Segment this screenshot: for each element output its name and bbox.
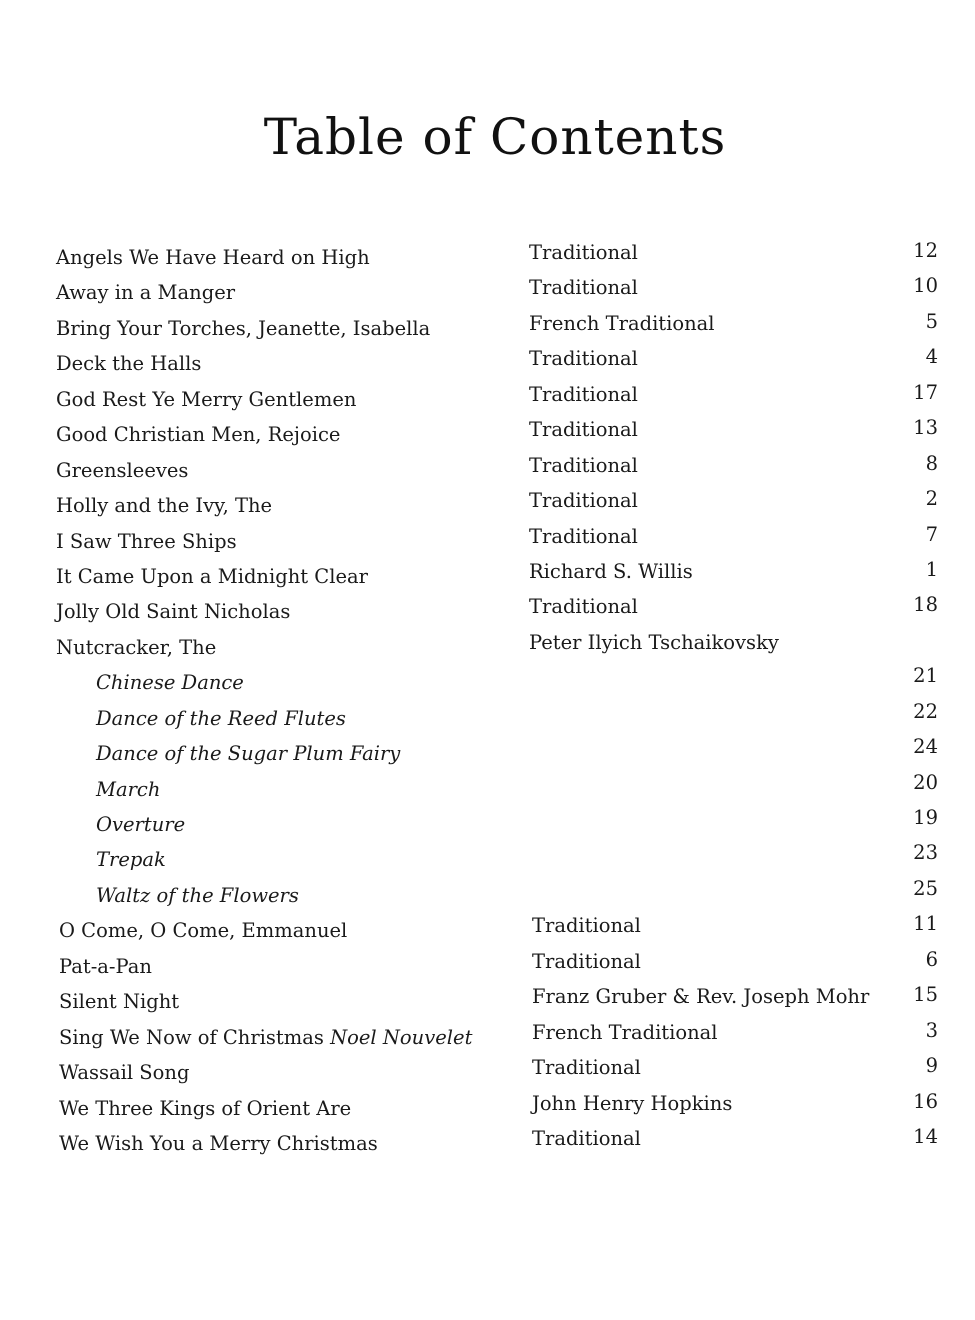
entry-page-number: 5 [925,309,938,333]
entry-page-number: 21 [913,664,938,688]
toc-entry [0,555,975,590]
toc-subentry [0,874,975,909]
toc-subentry [0,697,975,732]
entry-composer: Traditional [532,914,641,938]
entry-title: It Came Upon a Midnight Clear [56,564,368,588]
entry-title: Good Christian Men, Rejoice [56,423,341,447]
toc-entry [0,980,975,1015]
entry-composer: Traditional [529,418,638,442]
toc-entry [0,520,975,555]
entry-page-number: 10 [913,274,938,298]
entry-page-number: 18 [913,593,938,617]
entry-title: Dance of the Reed Flutes [96,706,346,730]
toc-subentry [0,838,975,873]
entry-page-number: 4 [925,345,938,369]
entry-page-number: 24 [913,735,938,759]
toc-entry [0,484,975,519]
entry-page-number: 6 [925,947,938,971]
entry-page-number: 12 [913,239,938,262]
entry-title: Trepak [96,848,166,872]
entry-title: Bring Your Torches, Jeanette, Isabella [56,316,431,340]
toc-entry [0,342,975,377]
entry-composer: Traditional [529,241,638,264]
entry-title: Deck the Halls [56,352,202,376]
entry-composer: French Traditional [532,1020,718,1044]
entry-title: Silent Night [59,990,180,1014]
table-of-contents-list [0,236,975,1157]
entry-page-number: 25 [913,876,938,900]
entry-composer: Peter Ilyich Tschaikovsky [529,630,779,654]
entry-composer: Traditional [529,276,638,300]
entry-composer: Traditional [529,347,638,371]
page-title: Table of Contents [263,108,727,166]
entry-title: Dance of the Sugar Plum Fairy [96,742,401,766]
toc-entry [0,307,975,342]
entry-title: God Rest Ye Merry Gentlemen [56,387,357,411]
toc-entry [0,1122,975,1157]
entry-title-italic: Noel Nouvelet [330,1025,473,1049]
entry-page-number: 17 [913,380,938,404]
toc-entry [0,449,975,484]
entry-page-number: 3 [925,1018,938,1042]
entry-composer: Traditional [529,453,638,477]
entry-title: Sing We Now of Christmas Noel Nouvelet [59,1025,473,1049]
entry-page-number: 16 [913,1089,938,1113]
entry-page-number: 7 [925,522,938,546]
entry-page-number: 20 [913,770,938,794]
entry-page-number: 8 [925,451,938,475]
entry-title: O Come, O Come, Emmanuel [59,919,348,943]
entry-composer: French Traditional [529,311,715,335]
entry-title: Holly and the Ivy, The [56,494,273,518]
entry-title: We Three Kings of Orient Are [59,1096,352,1120]
entry-page-number: 11 [913,912,938,936]
toc-entry [0,1087,975,1122]
entry-title: March [96,777,161,801]
entry-page-number: 15 [913,983,938,1007]
entry-composer: Traditional [529,524,638,548]
entry-composer: Traditional [532,1056,641,1080]
entry-title: Pat-a-Pan [59,954,152,978]
toc-entry [0,1051,975,1086]
entry-title: We Wish You a Merry Christmas [59,1131,378,1155]
entry-title: Nutcracker, The [56,635,217,659]
entry-page-number: 14 [913,1124,938,1148]
toc-entry [0,1016,975,1051]
entry-composer: Traditional [529,382,638,406]
entry-composer: Richard S. Willis [529,559,693,583]
toc-entry [0,378,975,413]
toc-entry [0,590,975,625]
entry-title: Away in a Manger [56,281,236,305]
toc-subentry [0,732,975,767]
entry-composer: Franz Gruber & Rev. Joseph Mohr [532,985,870,1009]
toc-subentry [0,768,975,803]
entry-title: Overture [96,813,186,836]
entry-title: Waltz of the Flowers [96,883,299,907]
entry-composer: Traditional [532,1126,641,1150]
entry-page-number: 9 [925,1054,938,1078]
entry-title: Chinese Dance [96,671,244,695]
entry-title: Jolly Old Saint Nicholas [56,600,291,624]
entry-title: I Saw Three Ships [56,529,237,553]
toc-entry [0,413,975,448]
entry-page-number: 19 [913,806,938,829]
entry-composer: Traditional [532,949,641,973]
toc-subentry [0,803,975,838]
entry-composer: Traditional [529,489,638,513]
entry-title: Wassail Song [59,1061,190,1085]
toc-entry [0,626,975,661]
toc-entry [0,271,975,306]
entry-title: Greensleeves [56,458,189,482]
entry-page-number: 22 [913,699,938,723]
entry-composer: Traditional [529,595,638,619]
toc-entry [0,236,975,271]
toc-entry [0,909,975,944]
entry-composer: John Henry Hopkins [532,1091,733,1115]
entry-page-number: 1 [925,557,938,581]
entry-page-number: 13 [913,416,938,440]
entry-page-number: 2 [925,487,938,511]
entry-page-number: 23 [913,841,938,865]
toc-entry [0,945,975,980]
toc-subentry [0,661,975,696]
entry-title: Angels We Have Heard on High [56,246,370,269]
